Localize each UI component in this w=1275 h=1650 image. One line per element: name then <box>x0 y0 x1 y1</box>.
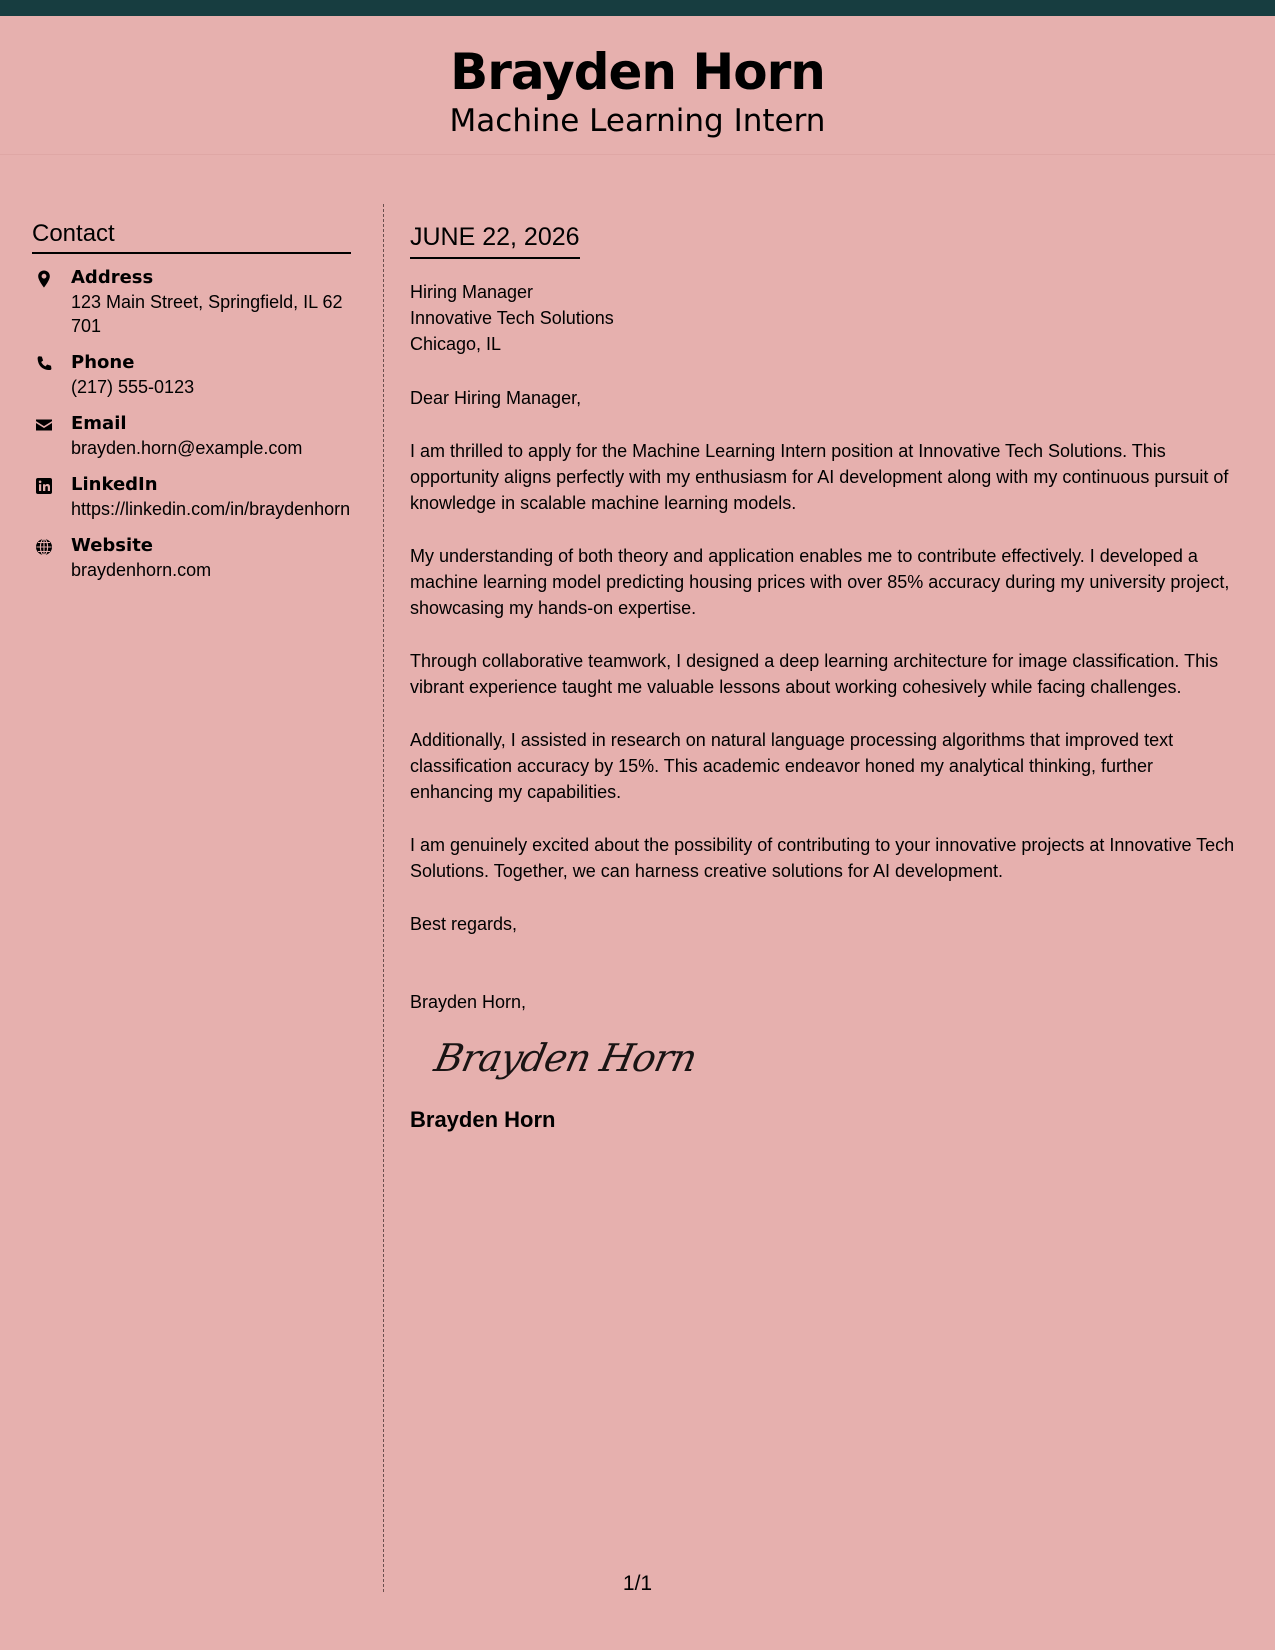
paragraph: Through collaborative teamwork, I designed a deep learning architecture for image classification. This vibrant experience taught me valuable lessons about working cohesively while facing challenges. <box>410 651 1219 697</box>
page-number: 1/1 <box>622 1572 653 1595</box>
email-value: brayden.horn@example.com <box>71 438 303 458</box>
contact-item-website <box>32 534 351 582</box>
letter-header <box>0 16 1275 155</box>
contact-item-address <box>32 266 351 338</box>
recipient-location: Chicago, IL <box>410 334 502 354</box>
salutation: Dear Hiring Manager, <box>410 388 582 408</box>
address-value: 123 Main Street, Springfield, IL 62701 <box>71 292 343 336</box>
recipient-title: Hiring Manager <box>410 282 534 302</box>
letter-date: JUNE 22, 2026 <box>410 220 580 259</box>
paragraph: My understanding of both theory and application enables me to contribute effectively. I developed a machine learning model predicting housing prices with over 85% accuracy during my university project, showcasing my hands-on expertise. <box>410 546 1230 618</box>
phone-icon <box>34 354 54 374</box>
linkedin-icon <box>34 476 54 496</box>
linkedin-value: https://linkedin.com/in/braydenhorn <box>71 499 351 519</box>
contact-label: Website <box>71 535 154 556</box>
phone-value: (217) 555-0123 <box>71 377 195 397</box>
contact-label: Address <box>71 267 154 288</box>
closing: Best regards, <box>410 914 518 934</box>
contact-sidebar <box>32 218 351 595</box>
contact-item-phone <box>32 351 351 399</box>
contact-heading: Contact <box>32 218 351 254</box>
paragraph: I am genuinely excited about the possibility of contributing to your innovative projects at Innovative Tech Solutions. Together, we can harness creative solutions for AI development. <box>410 835 1235 881</box>
contact-item-linkedin <box>32 473 351 521</box>
contact-item-email <box>32 412 351 460</box>
map-pin-icon <box>34 269 54 289</box>
contact-label: Email <box>71 413 127 434</box>
recipient-company: Innovative Tech Solutions <box>410 308 614 328</box>
envelope-icon <box>34 415 54 435</box>
letter-body <box>410 220 1240 1135</box>
contact-label: Phone <box>71 352 135 373</box>
column-divider <box>383 204 384 1592</box>
signoff-name: Brayden Horn, <box>410 992 527 1012</box>
paragraph: Additionally, I assisted in research on natural language processing algorithms that improved text classification accuracy by 15%. This academic endeavor honed my analytical thinking, further enhancing my capabilities. <box>410 730 1174 802</box>
job-title: Machine Learning Intern <box>449 103 826 139</box>
handwritten-signature: Brayden Horn <box>430 1036 701 1080</box>
recipient-block <box>410 279 1240 357</box>
applicant-name: Brayden Horn <box>450 43 825 101</box>
website-value: braydenhorn.com <box>71 560 212 580</box>
printed-name: Brayden Horn <box>410 1107 556 1132</box>
globe-icon <box>34 537 54 557</box>
paragraph: I am thrilled to apply for the Machine Learning Intern position at Innovative Tech Solutions. This opportunity aligns perfectly with my enthusiasm for AI development along with my continuous pursuit of knowledge in scalable machine learning models. <box>410 441 1229 513</box>
top-accent-bar <box>0 0 1275 16</box>
contact-label: LinkedIn <box>71 474 158 495</box>
